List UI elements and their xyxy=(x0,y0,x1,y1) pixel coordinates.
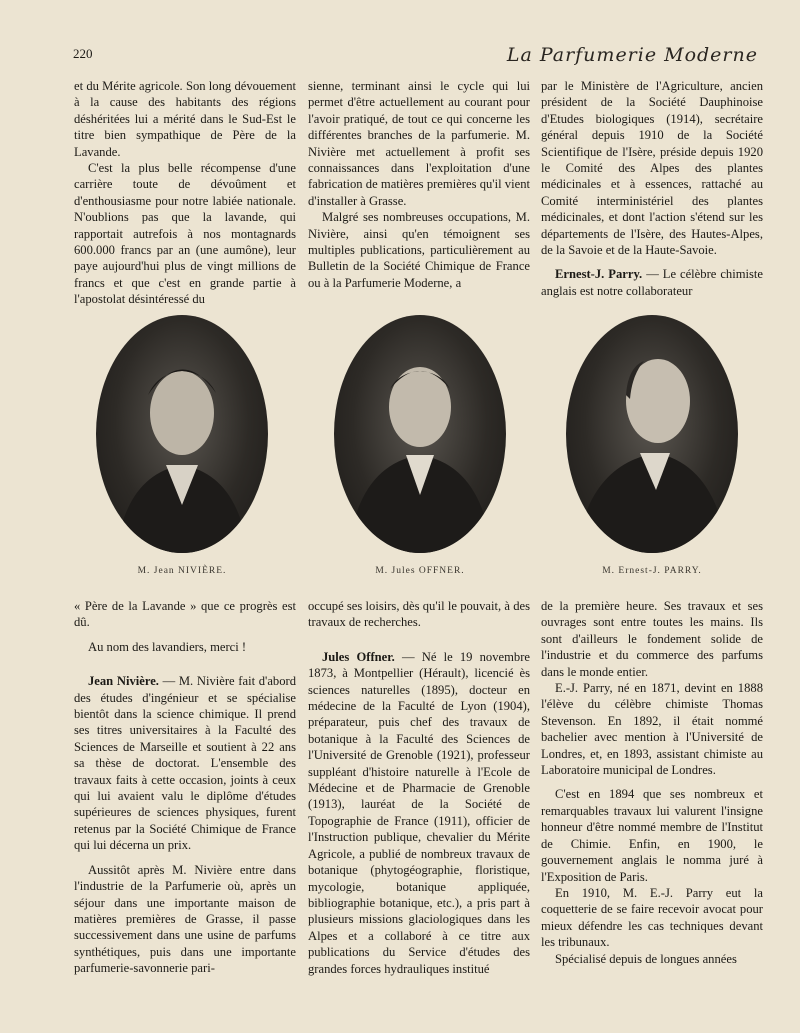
portrait-offner xyxy=(334,315,506,553)
paragraph: Au nom des lavandiers, merci ! xyxy=(88,639,247,654)
bottom-column-1 xyxy=(74,598,296,977)
paragraph: En 1910, M. E.-J. Parry eut la coquetterie de se faire recevoir avocat pour mieux défendre les cas techniques devant les tribunaux. xyxy=(541,885,763,950)
caption-offner: M. Jules OFFNER. xyxy=(375,566,465,576)
top-column-3 xyxy=(541,78,763,299)
paragraph-text: — Le célèbre chimiste anglais est notre collaborateur xyxy=(541,267,763,298)
bottom-column-2 xyxy=(308,598,530,977)
paragraph: Aussitôt après M. Nivière entre dans l'industrie de la Parfumerie où, après un séjour dans une importante maison de matières premières de Grasse, il passe successivement dans une usine de parfums synthétiques, puis dans une importante parfumerie-savonnerie pari- xyxy=(74,862,296,976)
paragraph xyxy=(541,266,763,299)
paragraph: Malgré ses nombreuses occupations, M. Nivière, ainsi qu'en témoignent ses multiples publications, particulièrement au Bulletin de la Société Chimique de France ou à la Parfumerie Moderne, a xyxy=(308,210,530,290)
paragraph: C'est la plus belle récompense d'une carrière toute de dévoûment et d'enthousiasme pour notre labiée nationale. N'oublions pas que la lavande, qui rapportait autrefois à nos montagnards 600.000 francs par an (une aumône), leur paye aujourd'hui plus de vingt millions de francs et que c'est en grande partie à l'apostolat désintéressé du xyxy=(74,161,296,307)
caption-parry: M. Ernest-J. PARRY. xyxy=(602,566,702,576)
section-lead-parry: Ernest-J. Parry. xyxy=(555,267,643,282)
section-lead-offner: Jules Offner. xyxy=(322,649,395,664)
paragraph: occupé ses loisirs, dès qu'il le pouvait, à des travaux de recherches. xyxy=(308,599,530,630)
page-number: 220 xyxy=(73,46,93,61)
portrait-photo xyxy=(334,315,506,553)
portrait-photo xyxy=(96,315,268,553)
paragraph-text: — Né le 19 novembre 1873, à Montpellier (Hérault), licencié ès sciences naturelles (1895), docteur en médecine de la Faculté de Lyon (1904), préparateur, puis chef des travaux de botanique à la Faculté des Sciences de l'Université de Grenoble (1921), professeur suppléant d'histoire naturelle à l'Ecole de Médecine et de Pharmacie de Grenoble (1913), lauréat de la Société de Topographie de France (1911), officier de l'Instruction publique, chevalier du Mérite Agricole, a publié de nombreux travaux de botanique (phytogéographie, floristique, mycologie, botanique appliquée, bibliographie botanique, etc.), a pris part à plusieurs missions glaciologiques dans les Alpes et a collaboré à ce titre aux publications du Service d'études des grandes forces hydrauliques institué xyxy=(308,649,530,976)
paragraph: et du Mérite agricole. Son long dévouement à la cause des habitants des régions déshéritées lui a mérité dans le Sud-Est le titre bien sympathique de Père de la Lavande. xyxy=(74,79,296,159)
top-column-1 xyxy=(74,78,296,308)
paragraph: par le Ministère de l'Agriculture, ancien président de la Société Dauphinoise d'Etudes biologiques (1914), secrétaire général depuis 1910 de la Société Scientifique de l'Isère, préside depuis 1920 le Comité des Alpes des plantes médicinales et à essences, rattaché au Comité interministériel des plantes médicinales, et dont l'action s'étend sur les départements de l'Isère, des Hautes-Alpes, de la Savoie et de la Haute-Savoie. xyxy=(541,79,763,258)
journal-masthead: La Parfumerie Moderne xyxy=(506,44,758,66)
paragraph: sienne, terminant ainsi le cycle qui lui permet d'être actuellement au courant pour l'avoir pratiqué, de tout ce qui concerne les différentes branches de la parfumerie. M. Nivière met actuellement à profit ses connaissances dans l'exploitation d'une fabrication de matières premières qu'il vient d'installer à Grasse. xyxy=(308,79,530,208)
portrait-parry xyxy=(566,315,738,553)
bottom-column-3 xyxy=(541,598,763,967)
paragraph: Spécialisé depuis de longues années xyxy=(555,951,737,966)
portrait-photo xyxy=(566,315,738,553)
paragraph: E.-J. Parry, né en 1871, devint en 1888 l'élève du célèbre chimiste Thomas Stevenson. En 1892, il était nommé bachelier avec mention à l'Université de Londres, et, en 1893, assistant chimiste au Laboratoire municipal de Londres. xyxy=(541,681,763,778)
paragraph: de la première heure. Ses travaux et ses ouvrages sont entre toutes les mains. Ils sont d'ailleurs le fondement solide de l'industrie et du commerce des parfums dans le monde entier. xyxy=(541,599,763,679)
paragraph: C'est en 1894 que ses nombreux et remarquables travaux lui valurent l'insigne honneur d'être nommé membre de l'Institut de Chimie. Enfin, en 1900, le gouvernement anglais le nomma juré à l'Exposition de Paris. xyxy=(541,787,763,884)
paragraph-text: — M. Nivière fait d'abord des études d'ingénieur et se spécialise bientôt dans la science chimique. Il prend ses titres universitaires à la Faculté des Sciences de Marseille et soutient à 22 ans sa thèse de doctorat. L'ensemble des travaux faits à cette occasion, joints à ceux qui lui avaient valu le diplôme d'études supérieures de sciences physiques, furent retenus par la Société Chimique de France qui lui décerna un prix. xyxy=(74,674,296,853)
top-column-2 xyxy=(308,78,530,291)
paragraph xyxy=(74,673,296,853)
paragraph xyxy=(308,649,530,977)
paragraph: « Père de la Lavande » que ce progrès est dû. xyxy=(74,599,296,630)
section-lead-niviere: Jean Nivière. xyxy=(88,674,159,689)
caption-niviere: M. Jean NIVIÈRE. xyxy=(137,566,227,576)
portrait-niviere xyxy=(96,315,268,553)
